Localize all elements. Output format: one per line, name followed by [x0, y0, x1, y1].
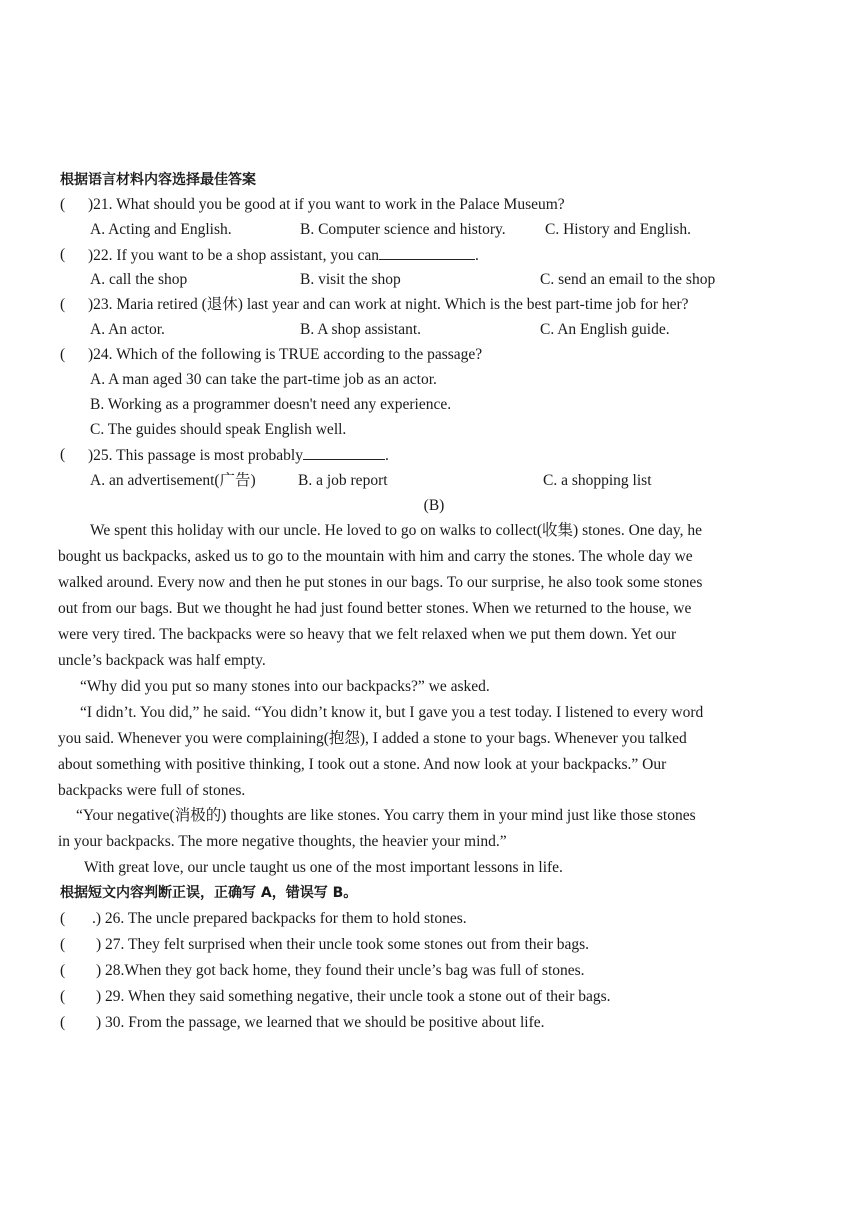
- answer-paren-23[interactable]: (: [60, 296, 66, 313]
- statement-27: ) 27. They felt surprised when their uncle took some stones out from their bags.: [96, 936, 590, 953]
- passage-line: in your backpacks. The more negative thoughts, the heavier your mind.”: [58, 833, 507, 850]
- answer-paren-29[interactable]: (: [60, 988, 66, 1005]
- passage-line: “Why did you put so many stones into our backpacks?” we asked.: [80, 678, 490, 695]
- question-25-text: )25. This passage is most probably: [88, 447, 303, 464]
- answer-paren-24[interactable]: (: [60, 346, 66, 363]
- q23-option-c: C. An English guide.: [540, 321, 670, 338]
- passage-line: you said. Whenever you were complaining(抱怨), I added a stone to your bags. Whenever you talked: [58, 730, 687, 747]
- q23-option-a: A. An actor.: [90, 321, 165, 338]
- passage-line: uncle’s backpack was half empty.: [58, 652, 266, 669]
- fill-blank-25[interactable]: [303, 445, 385, 460]
- q22-option-a: A. call the shop: [90, 271, 188, 288]
- q25-option-a: A. an advertisement(广告): [90, 472, 256, 489]
- passage-line: backpacks were full of stones.: [58, 782, 246, 799]
- answer-paren-25[interactable]: (: [60, 446, 66, 463]
- statement-29: ) 29. When they said something negative, their uncle took a stone out of their bags.: [96, 988, 611, 1005]
- fill-blank-22[interactable]: [379, 245, 475, 260]
- section2-heading: 根据短文内容判断正误，正确写 A，错误写 B。: [60, 885, 358, 901]
- question-25-end: .: [384, 447, 389, 464]
- question-22-end: .: [475, 247, 479, 264]
- passage-b-label: (B): [423, 497, 445, 514]
- question-25-stem: [88, 445, 389, 466]
- answer-paren-26[interactable]: (: [60, 910, 66, 927]
- q21-option-c: C. History and English.: [545, 221, 691, 238]
- q22-option-b: B. visit the shop: [300, 271, 401, 288]
- passage-line: We spent this holiday with our uncle. He loved to go on walks to collect(收集) stones. One day, he: [90, 522, 703, 539]
- passage-line: “I didn’t. You did,” he said. “You didn’t know it, but I gave you a test today. I listened to every word: [80, 704, 704, 721]
- q24-option-c: C. The guides should speak English well.: [90, 421, 347, 438]
- passage-line: out from our bags. But we thought he had just found better stones. When we returned to the house, we: [58, 600, 692, 617]
- passage-line: were very tired. The backpacks were so heavy that we felt relaxed when we put them down. Yet our: [58, 626, 677, 643]
- passage-line: about something with positive thinking, I took out a stone. And now look at your backpacks.” Our: [58, 756, 667, 773]
- q25-option-b: B. a job report: [298, 472, 388, 489]
- answer-paren-22[interactable]: (: [60, 246, 66, 263]
- section1-heading: 根据语言材料内容选择最佳答案: [60, 172, 256, 188]
- passage-line: With great love, our uncle taught us one of the most important lessons in life.: [84, 859, 563, 876]
- answer-paren-28[interactable]: (: [60, 962, 66, 979]
- passage-line: walked around. Every now and then he put stones in our bags. To our surprise, he also took some stones: [58, 574, 703, 591]
- answer-paren-27[interactable]: (: [60, 936, 66, 953]
- question-22-stem: [88, 245, 479, 266]
- q22-option-c: C. send an email to the shop: [540, 271, 716, 288]
- question-23-stem: )23. Maria retired (退休) last year and can work at night. Which is the best part-time job for her?: [88, 296, 689, 313]
- question-24-stem: )24. Which of the following is TRUE according to the passage?: [88, 346, 483, 363]
- answer-paren-30[interactable]: (: [60, 1014, 66, 1031]
- question-21-stem: )21. What should you be good at if you want to work in the Palace Museum?: [88, 196, 565, 213]
- q24-option-b: B. Working as a programmer doesn't need any experience.: [90, 396, 452, 413]
- q24-option-a: A. A man aged 30 can take the part-time job as an actor.: [90, 371, 437, 388]
- q21-option-b: B. Computer science and history.: [300, 221, 506, 238]
- question-22-text: )22. If you want to be a shop assistant, you can: [88, 247, 379, 264]
- statement-28: ) 28.When they got back home, they found their uncle’s bag was full of stones.: [96, 962, 585, 979]
- q25-option-c: C. a shopping list: [543, 472, 652, 489]
- q23-option-b: B. A shop assistant.: [300, 321, 422, 338]
- answer-paren-21[interactable]: (: [60, 196, 66, 213]
- passage-line: bought us backpacks, asked us to go to the mountain with him and carry the stones. The whole day we: [58, 548, 693, 565]
- statement-30: ) 30. From the passage, we learned that we should be positive about life.: [96, 1014, 545, 1031]
- statement-26: .) 26. The uncle prepared backpacks for them to hold stones.: [92, 910, 467, 927]
- q21-option-a: A. Acting and English.: [90, 221, 232, 238]
- passage-line: “Your negative(消极的) thoughts are like stones. You carry them in your mind just like those stones: [76, 807, 696, 824]
